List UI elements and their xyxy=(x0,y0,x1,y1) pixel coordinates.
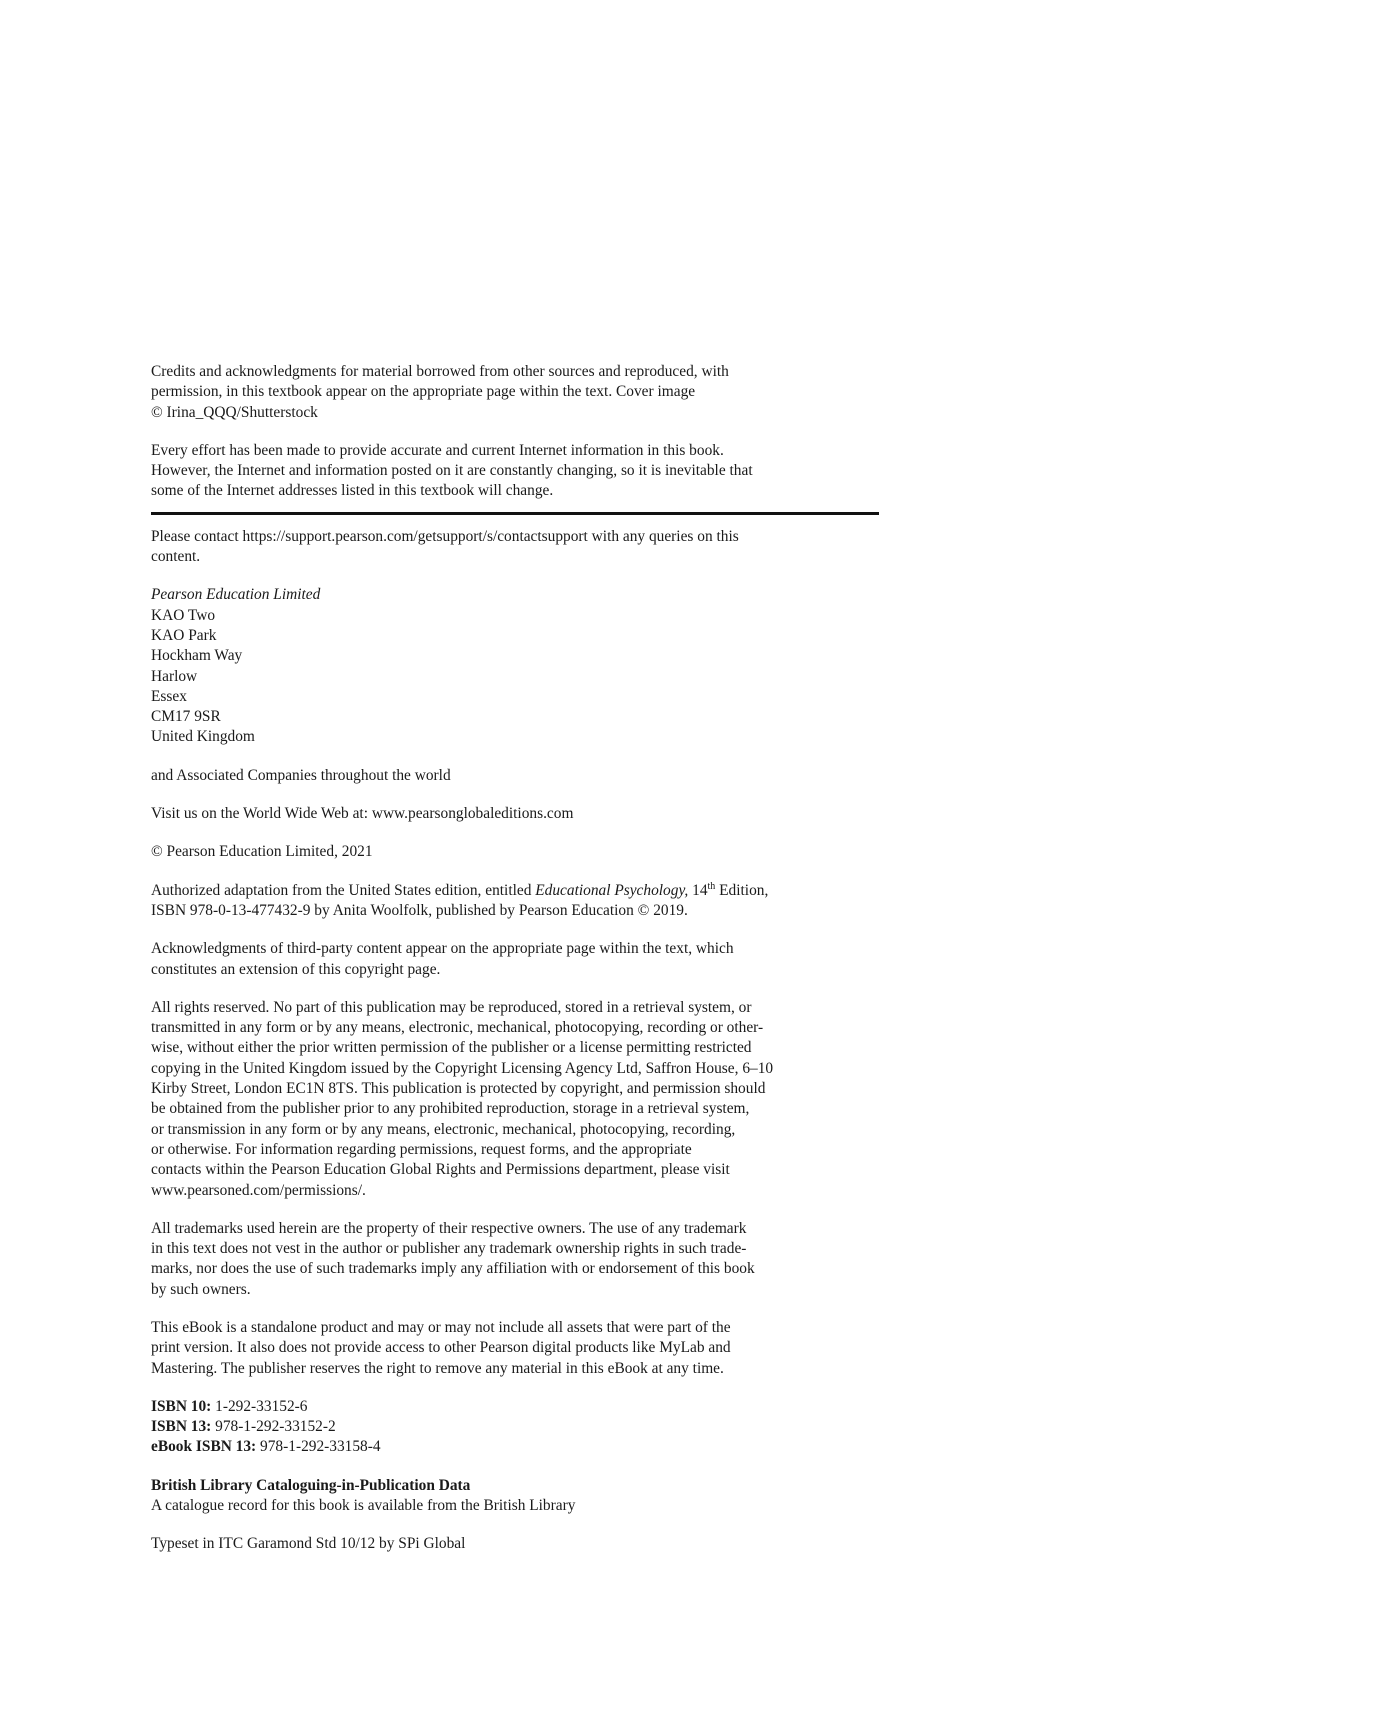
adaptation-text: Authorized adaptation from the United States edition, entitled xyxy=(151,881,536,899)
credits-paragraph xyxy=(151,362,879,423)
rights-line: All rights reserved. No part of this publication may be reproduced, stored in a retrieval system, or xyxy=(151,998,752,1016)
trademarks-line: by such owners. xyxy=(151,1280,251,1298)
edition-word: Edition, xyxy=(715,881,769,899)
contact-line: Please contact https://support.pearson.com/getsupport/s/contactsupport with any queries on this xyxy=(151,527,739,545)
edition-superscript: th xyxy=(707,880,716,892)
associated-companies xyxy=(151,766,879,786)
cip-block xyxy=(151,1476,879,1517)
trademarks-line: marks, nor does the use of such trademarks imply any affiliation with or endorsement of this book xyxy=(151,1260,755,1278)
cip-heading: British Library Cataloguing-in-Publication Data xyxy=(151,1476,471,1494)
publisher-name: Pearson Education Limited xyxy=(151,586,321,604)
address-line: KAO Park xyxy=(151,626,217,644)
third-party-line: constitutes an extension of this copyright page. xyxy=(151,960,441,978)
contact-paragraph xyxy=(151,527,879,568)
address-line: Hockham Way xyxy=(151,647,243,665)
ebook-isbn-13 xyxy=(151,1437,879,1457)
credits-line: © Irina_QQQ/Shutterstock xyxy=(151,403,318,421)
isbn-label: ISBN 10: xyxy=(151,1397,212,1415)
rights-line: or otherwise. For information regarding permissions, request forms, and the appropriate xyxy=(151,1140,692,1158)
credits-line: Credits and acknowledgments for material borrowed from other sources and reproduced, with xyxy=(151,363,729,380)
copyright-page xyxy=(151,362,879,1573)
isbn-10 xyxy=(151,1397,879,1417)
isbn-value: 978-1-292-33158-4 xyxy=(256,1438,381,1456)
trademarks-paragraph xyxy=(151,1219,879,1300)
ebook-line: Mastering. The publisher reserves the right to remove any material in this eBook at any time. xyxy=(151,1359,724,1377)
rights-paragraph xyxy=(151,998,879,1201)
website-paragraph xyxy=(151,804,879,824)
cip-text: A catalogue record for this book is available from the British Library xyxy=(151,1497,576,1515)
isbn-block xyxy=(151,1397,879,1458)
address-line: Harlow xyxy=(151,667,198,685)
rights-line: transmitted in any form or by any means, electronic, mechanical, photocopying, recording or other- xyxy=(151,1019,764,1037)
associated-companies-text: and Associated Companies throughout the world xyxy=(151,766,451,784)
address-line: Essex xyxy=(151,687,187,705)
ebook-paragraph xyxy=(151,1318,879,1379)
typeset-text: Typeset in ITC Garamond Std 10/12 by SPi Global xyxy=(151,1535,466,1553)
rights-line: copying in the United Kingdom issued by the Copyright Licensing Agency Ltd, Saffron House, 6–10 xyxy=(151,1059,774,1077)
copyright-text: © Pearson Education Limited, 2021 xyxy=(151,843,373,861)
internet-notice-paragraph xyxy=(151,441,879,502)
isbn-13 xyxy=(151,1417,879,1437)
internet-notice-line: some of the Internet addresses listed in this textbook will change. xyxy=(151,482,554,500)
third-party-paragraph xyxy=(151,939,879,980)
publisher-address-block xyxy=(151,585,879,747)
edition-number: 14 xyxy=(688,881,708,899)
ebook-line: This eBook is a standalone product and may or may not include all assets that were part of the xyxy=(151,1318,731,1336)
book-title: Educational Psychology, xyxy=(535,881,689,899)
isbn-label: eBook ISBN 13: xyxy=(151,1438,257,1456)
rights-line: Kirby Street, London EC1N 8TS. This publication is protected by copyright, and permission should xyxy=(151,1080,766,1098)
adaptation-line xyxy=(151,881,879,901)
isbn-value: 1-292-33152-6 xyxy=(211,1397,308,1415)
adaptation-paragraph xyxy=(151,881,879,922)
trademarks-line: All trademarks used herein are the property of their respective owners. The use of any trademark xyxy=(151,1219,747,1237)
rights-line: wise, without either the prior written permission of the publisher or a license permitting restricted xyxy=(151,1039,752,1057)
trademarks-line: in this text does not vest in the author or publisher any trademark ownership rights in such trade- xyxy=(151,1240,747,1258)
horizontal-rule xyxy=(151,512,879,515)
credits-line: permission, in this textbook appear on the appropriate page within the text. Cover image xyxy=(151,383,696,401)
third-party-line: Acknowledgments of third-party content appear on the appropriate page within the text, which xyxy=(151,940,734,958)
copyright-notice xyxy=(151,842,879,862)
internet-notice-line: However, the Internet and information posted on it are constantly changing, so it is inevitable that xyxy=(151,462,753,480)
rights-line: contacts within the Pearson Education Global Rights and Permissions department, please visit xyxy=(151,1161,730,1179)
ebook-line: print version. It also does not provide access to other Pearson digital products like MyLab and xyxy=(151,1339,731,1357)
isbn-value: 978-1-292-33152-2 xyxy=(211,1418,336,1436)
internet-notice-line: Every effort has been made to provide accurate and current Internet information in this book. xyxy=(151,441,724,459)
address-line: United Kingdom xyxy=(151,728,255,746)
address-line: KAO Two xyxy=(151,606,216,624)
isbn-label: ISBN 13: xyxy=(151,1418,212,1436)
address-line: CM17 9SR xyxy=(151,708,221,726)
rights-line: be obtained from the publisher prior to any prohibited reproduction, storage in a retrieval system, xyxy=(151,1100,750,1118)
rights-line: www.pearsoned.com/permissions/. xyxy=(151,1181,366,1199)
typeset-paragraph xyxy=(151,1534,879,1554)
adaptation-line: ISBN 978-0-13-477432-9 by Anita Woolfolk, published by Pearson Education © 2019. xyxy=(151,901,688,919)
contact-line: content. xyxy=(151,548,201,566)
website-text: Visit us on the World Wide Web at: www.pearsonglobaleditions.com xyxy=(151,805,574,823)
rights-line: or transmission in any form or by any means, electronic, mechanical, photocopying, recording, xyxy=(151,1120,736,1138)
